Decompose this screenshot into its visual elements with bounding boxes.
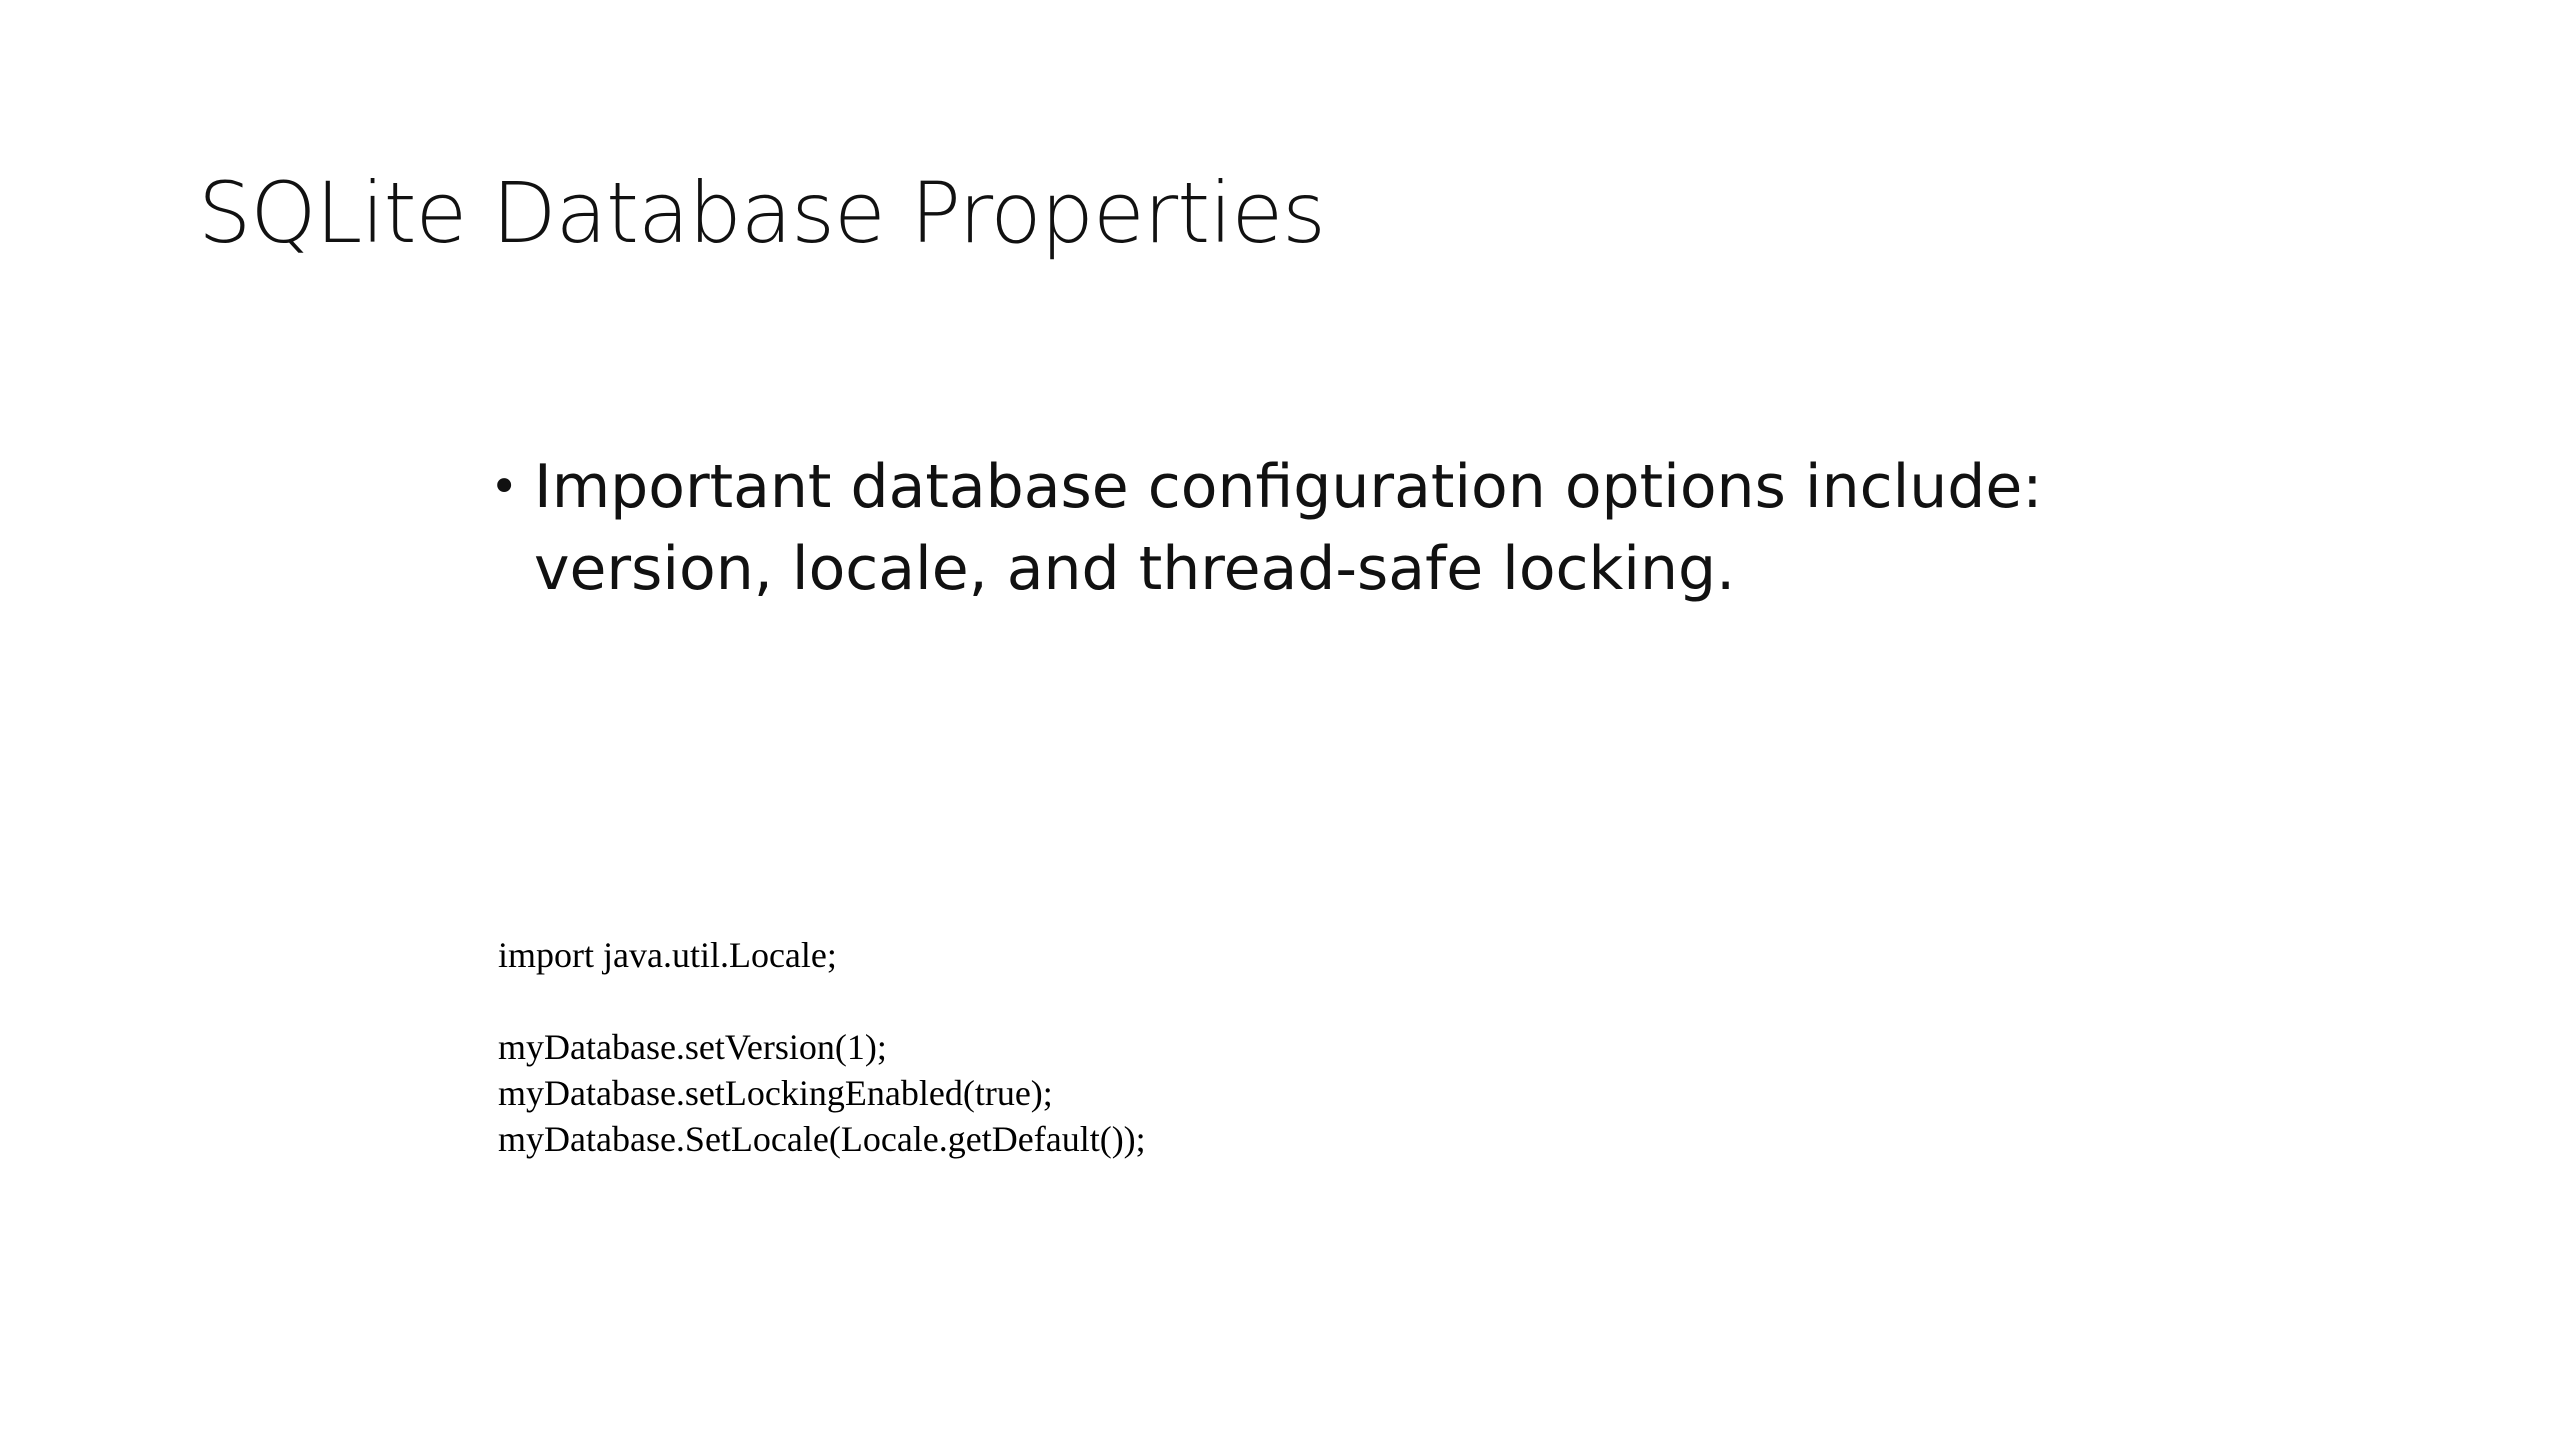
code-line-blank (498, 978, 1146, 1024)
bullet-text (534, 446, 2190, 610)
bullet-text-line-2: version, locale, and thread-safe locking. (534, 534, 1736, 604)
code-line-import: import java.util.Locale; (498, 935, 837, 975)
bullet-item (490, 446, 2190, 610)
code-line-set-version: myDatabase.setVersion(1); (498, 1027, 887, 1067)
slide-title: SQLite Database Properties (198, 164, 1325, 262)
code-line-set-locale: myDatabase.SetLocale(Locale.getDefault()); (498, 1119, 1146, 1159)
bullet-list (490, 446, 2190, 610)
bullet-dot-icon: • (490, 459, 519, 515)
code-line-set-locking: myDatabase.setLockingEnabled(true); (498, 1073, 1053, 1113)
bullet-text-line-1: Important database configuration options include: (534, 452, 2043, 522)
code-snippet (498, 932, 1146, 1162)
